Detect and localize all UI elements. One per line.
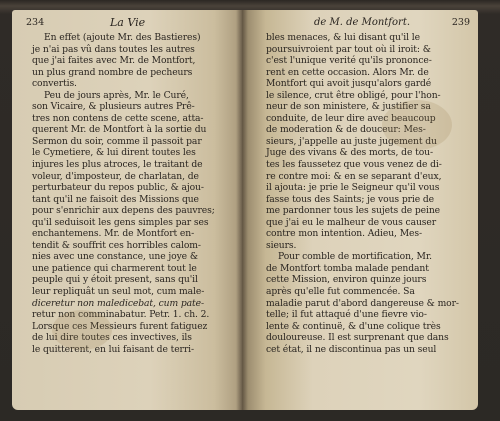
text-line: Pour comble de mortification, Mr. [278, 251, 432, 263]
text-line: convertis. [32, 78, 77, 90]
text-line: re contre moi: & en se separant d'eux, [266, 170, 442, 182]
text-line: Lorsque ces Messieurs furent fatiguez [32, 320, 208, 332]
text-line: lente & continuë, & d'une colique très [266, 320, 441, 332]
text-line: bles menaces, & lui disant qu'il le [266, 32, 420, 43]
text-line: cette Mission, environ quinze jours [266, 274, 427, 286]
text-line: de Montfort tomba malade pendant [266, 262, 429, 274]
text-line: nies avec une constance, une joye & [32, 251, 198, 263]
text-line: un plus grand nombre de pecheurs [32, 66, 193, 78]
text-line: le Cymetiere, & lui dirent toutes les [32, 147, 196, 159]
left-page-number: 234 [26, 17, 45, 28]
left-page [12, 10, 242, 410]
text-line: telle; il fut attaqué d'une fievre vio- [266, 309, 427, 321]
text-line: tes les faussetez que vous venez de di- [266, 159, 442, 171]
text-line: neur de son ministere, & justifier sa [266, 101, 431, 113]
right-page-header [266, 16, 470, 30]
text-line: c'est l'unique verité qu'ils prononce- [266, 55, 432, 67]
text-line: voleur, d'imposteur, de charlatan, de [32, 170, 199, 182]
text-line: le silence, crut être obligé, pour l'hon- [266, 89, 441, 101]
right-page-number: 239 [451, 17, 470, 28]
text-line: injures les plus atroces, le traitant de [32, 159, 203, 171]
text-line: de lui dire toutes ces invectives, ils [32, 332, 192, 344]
right-page-text [266, 32, 466, 355]
text-line: le quitterent, en lui faisant de terri- [32, 343, 194, 355]
text-line: tres non contens de cette scene, atta- [32, 112, 204, 124]
text-line: cet état, il ne discontinua pas un seul [266, 343, 437, 355]
book-gutter [236, 10, 248, 410]
text-line: Sermon du soir, comme il passoit par [32, 135, 202, 147]
text-line: il ajouta: je prie le Seigneur qu'il vous [266, 182, 440, 194]
text-line: son Vicaire, & plusieurs autres Prê- [32, 101, 195, 113]
text-line: douloureuse. Il est surprenant que dans [266, 332, 449, 344]
right-page [242, 10, 478, 410]
text-line: que j'ai eu le malheur de vous causer [266, 216, 437, 228]
text-line: me pardonner tous les sujets de peine [266, 205, 440, 217]
text-line: que j'ai faites avec Mr. de Montfort, [32, 55, 196, 67]
text-line: tendit & souffrit ces horribles calom- [32, 239, 201, 251]
text-line: Peu de jours après, Mr. le Curé, [44, 89, 189, 101]
text-line: Montfort qui avoit jusqu'alors gardé [266, 78, 432, 90]
text-line: de moderation & de douceur: Mes- [266, 124, 426, 136]
left-page-text [32, 32, 232, 355]
text-line: poursuivroient par tout où il iroit: & [266, 43, 431, 55]
text-line: querent Mr. de Montfort à la sortie du [32, 124, 207, 136]
text-line: sieurs. [266, 239, 297, 251]
text-line: sieurs, j'appelle au juste jugement du [266, 135, 437, 147]
text-line: qu'il seduisoit les gens simples par ses [32, 216, 209, 228]
text-line: contre mon intention. Adieu, Mes- [266, 228, 422, 240]
text-line: peuple qui y étoit present, sans qu'il [32, 274, 198, 286]
text-line: pour s'enrichir aux depens des pauvres; [32, 205, 215, 217]
text-line: En effet (ajoute Mr. des Bastieres) [44, 32, 201, 43]
text-line: tant qu'il ne faisoit des Missions que [32, 193, 199, 205]
text-line: maladie parut d'abord dangereuse & mor- [266, 297, 459, 309]
text-line: après qu'elle fut commencée. Sa [266, 286, 415, 298]
text-line: retur non comminabatur. Petr. 1. ch. 2. [32, 309, 210, 321]
text-line: rent en cette occasion. Alors Mr. de [266, 66, 429, 78]
left-running-title: La Vie [110, 16, 146, 29]
text-line: Juge des vivans & des morts, de tou- [266, 147, 433, 159]
text-line: une patience qui charmerent tout le [32, 262, 197, 274]
text-line: perturbateur du repos public, & ajou- [32, 182, 204, 194]
right-running-title: de M. de Montfort. [314, 17, 411, 28]
left-page-header [26, 16, 232, 30]
text-line: diceretur non maledicebat, cum pate- [32, 297, 204, 309]
text-line: je n'ai pas vû dans toutes les autres [32, 43, 195, 55]
text-line: conduite, de leur dire avec beaucoup [266, 112, 436, 124]
text-line: leur repliquât un seul mot, cum male- [32, 286, 205, 298]
text-line: enchantemens. Mr. de Montfort en- [32, 228, 195, 240]
text-line: fasse tous des Saints; je vous prie de [266, 193, 435, 205]
